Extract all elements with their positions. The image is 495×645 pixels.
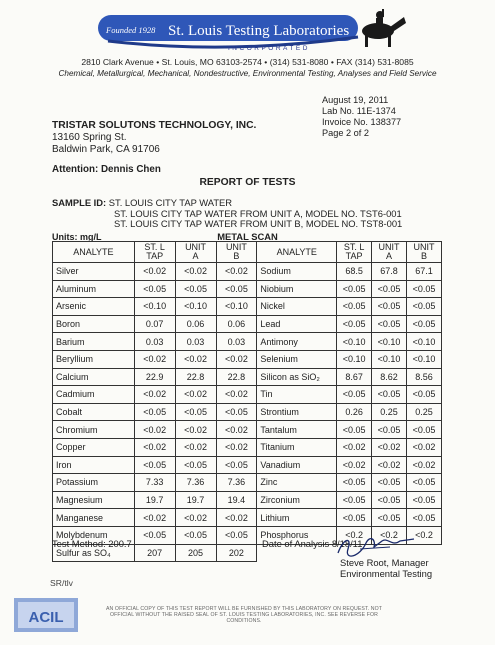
value-cell: 22.9 — [134, 368, 175, 386]
value-cell: 19.7 — [134, 491, 175, 509]
value-cell: <0.05 — [372, 491, 407, 509]
value-cell: <0.02 — [175, 350, 216, 368]
client-address — [52, 120, 256, 156]
value-cell: <0.02 — [134, 438, 175, 456]
value-cell: <0.05 — [406, 421, 441, 439]
value-cell: 0.03 — [175, 333, 216, 351]
units-label: Units: mg/L — [52, 232, 102, 242]
table-row — [53, 421, 442, 439]
analyte-cell: Arsenic — [53, 298, 135, 316]
table-row — [53, 456, 442, 474]
analyte-cell: Zirconium — [257, 491, 337, 509]
value-cell: <0.05 — [406, 386, 441, 404]
sample-line-1: ST. LOUIS CITY TAP WATER — [108, 197, 233, 208]
table-title: METAL SCAN — [217, 231, 278, 242]
analyte-cell: Tantalum — [257, 421, 337, 439]
value-cell: <0.05 — [337, 421, 372, 439]
sample-line-2: ST. LOUIS CITY TAP WATER FROM UNIT A, MODEL NO. TST6-001 — [114, 207, 402, 219]
header-unit-a: UNIT A — [372, 242, 407, 263]
value-cell: <0.02 — [134, 350, 175, 368]
analyte-cell: Sulfur as SO₄ — [53, 544, 135, 562]
value-cell: <0.10 — [406, 333, 441, 351]
table-row — [53, 386, 442, 404]
value-cell: <0.05 — [134, 526, 175, 544]
value-cell: 22.8 — [216, 368, 257, 386]
analyte-cell: Selenium — [257, 350, 337, 368]
value-cell: <0.02 — [134, 421, 175, 439]
value-cell: <0.05 — [337, 509, 372, 527]
table-row — [53, 403, 442, 421]
value-cell: 207 — [134, 544, 175, 562]
value-cell: <0.05 — [372, 386, 407, 404]
header-analyte: ANALYTE — [257, 242, 337, 263]
value-cell: <0.10 — [134, 298, 175, 316]
header-tap: ST. L TAP — [337, 242, 372, 263]
table-row — [53, 474, 442, 492]
value-cell: <0.02 — [216, 438, 257, 456]
table-body — [53, 263, 442, 562]
letterhead-logo — [88, 5, 408, 55]
analyte-cell: Silicon as SiO₂ — [257, 368, 337, 386]
client-street: 13160 Spring St. — [52, 132, 127, 143]
analysis-date: Date of Analysis 8/18/11 — [262, 538, 363, 549]
value-cell: <0.05 — [175, 526, 216, 544]
value-cell: <0.05 — [216, 403, 257, 421]
value-cell: <0.10 — [216, 298, 257, 316]
table-row — [53, 509, 442, 527]
table-row — [53, 280, 442, 298]
footnote: AN OFFICIAL COPY OF THIS TEST REPORT WILL BE FURNISHED BY THIS LABORATORY ON REQUEST. NOT OFFICIAL WITHOUT THE RAISED SEAL OF ST. LOUIS TESTING LABORATORIES, INC. SEE REVERSE FOR CONDITIONS. — [105, 606, 382, 624]
table-row — [53, 438, 442, 456]
value-cell: <0.05 — [337, 491, 372, 509]
header-unit-b: UNIT B — [216, 242, 257, 263]
analyte-cell: Magnesium — [53, 491, 135, 509]
value-cell: <0.2 — [372, 526, 407, 544]
value-cell: 67.8 — [372, 263, 407, 281]
analyte-cell: Boron — [53, 315, 135, 333]
value-cell: <0.05 — [372, 509, 407, 527]
table-row — [53, 315, 442, 333]
table-row — [53, 263, 442, 281]
letterhead-tagline: Chemical, Metallurgical, Mechanical, Nondestructive, Environmental Testing, Analyses and Field Service — [58, 69, 437, 78]
value-cell: <0.05 — [406, 298, 441, 316]
value-cell: <0.05 — [175, 280, 216, 298]
value-cell: <0.10 — [175, 298, 216, 316]
client-name: TRISTAR SOLUTONS TECHNOLOGY, INC. — [52, 120, 257, 131]
horse-rider-icon — [362, 9, 406, 47]
acil-logo — [12, 592, 80, 636]
letterhead-address: 2810 Clark Avenue • St. Louis, MO 63103-2574 • (314) 531-8080 • FAX (314) 531-8085 — [81, 57, 414, 67]
value-cell: <0.10 — [406, 350, 441, 368]
value-cell: 0.07 — [134, 315, 175, 333]
value-cell: 19.7 — [175, 491, 216, 509]
value-cell: <0.05 — [406, 280, 441, 298]
analyte-cell: Molybdenum — [53, 526, 135, 544]
analyte-cell: Sodium — [257, 263, 337, 281]
signer-block — [340, 557, 432, 579]
value-cell: <0.02 — [216, 509, 257, 527]
value-cell: <0.10 — [337, 333, 372, 351]
client-city: Baldwin Park, CA 91706 — [52, 144, 160, 155]
value-cell: <0.05 — [406, 509, 441, 527]
value-cell: <0.05 — [337, 298, 372, 316]
value-cell: 205 — [175, 544, 216, 562]
sample-id-block — [52, 198, 402, 230]
analyte-cell: Tin — [257, 386, 337, 404]
analyte-cell: Calcium — [53, 368, 135, 386]
value-cell: <0.05 — [372, 421, 407, 439]
value-cell: <0.05 — [406, 491, 441, 509]
value-cell: 7.36 — [175, 474, 216, 492]
page-number: Page 2 of 2 — [322, 128, 369, 138]
signer-department: Environmental Testing — [340, 568, 433, 579]
value-cell: 22.8 — [175, 368, 216, 386]
value-cell: <0.10 — [372, 350, 407, 368]
value-cell: <0.02 — [175, 263, 216, 281]
lab-number: Lab No. 11E-1374 — [322, 106, 396, 116]
attention-line: Attention: Dennis Chen — [52, 164, 161, 175]
analyte-cell: Lead — [257, 315, 337, 333]
value-cell: <0.05 — [372, 315, 407, 333]
table-row — [53, 333, 442, 351]
analyte-cell: Iron — [53, 456, 135, 474]
value-cell: <0.05 — [216, 456, 257, 474]
value-cell: <0.02 — [216, 263, 257, 281]
value-cell: 0.03 — [134, 333, 175, 351]
founded-text: Founded 1928 — [106, 25, 156, 35]
header-analyte: ANALYTE — [53, 242, 135, 263]
value-cell: <0.05 — [372, 298, 407, 316]
test-method: Test Method: 200.7 — [52, 538, 132, 549]
value-cell: <0.02 — [372, 438, 407, 456]
value-cell: 0.25 — [372, 403, 407, 421]
value-cell: <0.05 — [175, 403, 216, 421]
value-cell: <0.02 — [175, 509, 216, 527]
acil-logo-text: ACIL — [28, 609, 64, 626]
analyte-cell: Antimony — [257, 333, 337, 351]
value-cell: 0.26 — [337, 403, 372, 421]
analyte-cell: Copper — [53, 438, 135, 456]
value-cell: <0.05 — [134, 403, 175, 421]
analyte-cell: Beryllium — [53, 350, 135, 368]
value-cell: <0.2 — [337, 526, 372, 544]
value-cell: 19.4 — [216, 491, 257, 509]
analyte-cell: Phosphorus — [257, 526, 337, 544]
value-cell: 0.06 — [216, 315, 257, 333]
value-cell: 7.33 — [134, 474, 175, 492]
value-cell: <0.02 — [216, 421, 257, 439]
value-cell: <0.02 — [337, 456, 372, 474]
analyte-cell: Vanadium — [257, 456, 337, 474]
value-cell: <0.05 — [372, 474, 407, 492]
analyte-cell: Potassium — [53, 474, 135, 492]
value-cell: <0.05 — [216, 280, 257, 298]
incorporated-text: INCORPORATED — [228, 45, 310, 52]
value-cell: <0.02 — [175, 438, 216, 456]
analyte-cell: Strontium — [257, 403, 337, 421]
invoice-number: Invoice No. 138377 — [322, 117, 402, 127]
analyte-cell: Aluminum — [53, 280, 135, 298]
value-cell: <0.02 — [134, 509, 175, 527]
value-cell: <0.02 — [372, 456, 407, 474]
value-cell: 8.56 — [406, 368, 441, 386]
value-cell: <0.2 — [406, 526, 441, 544]
value-cell: <0.02 — [216, 386, 257, 404]
value-cell: <0.05 — [337, 386, 372, 404]
value-cell: 0.06 — [175, 315, 216, 333]
sample-line-3: ST. LOUIS CITY TAP WATER FROM UNIT B, MODEL NO. TST8-001 — [114, 218, 403, 229]
value-cell: <0.05 — [175, 456, 216, 474]
value-cell: <0.02 — [406, 456, 441, 474]
report-meta — [322, 95, 401, 139]
header-tap: ST. L TAP — [134, 242, 175, 263]
analyte-cell: Titanium — [257, 438, 337, 456]
value-cell: <0.02 — [175, 386, 216, 404]
table-row — [53, 350, 442, 368]
analyte-cell: Cadmium — [53, 386, 135, 404]
analyte-cell: Niobium — [257, 280, 337, 298]
sample-id-label: SAMPLE ID: — [52, 197, 107, 208]
value-cell: <0.02 — [134, 386, 175, 404]
value-cell: <0.05 — [372, 280, 407, 298]
value-cell: <0.05 — [134, 456, 175, 474]
header-unit-a: UNIT A — [175, 242, 216, 263]
table-header-row — [53, 242, 442, 263]
table-row — [53, 298, 442, 316]
value-cell: 0.25 — [406, 403, 441, 421]
value-cell: <0.10 — [372, 333, 407, 351]
value-cell: 7.36 — [216, 474, 257, 492]
analyte-cell: Manganese — [53, 509, 135, 527]
value-cell: <0.05 — [406, 315, 441, 333]
value-cell: <0.05 — [406, 474, 441, 492]
value-cell: <0.05 — [134, 280, 175, 298]
analyte-cell: Nickel — [257, 298, 337, 316]
value-cell: <0.10 — [337, 350, 372, 368]
value-cell: <0.02 — [337, 438, 372, 456]
value-cell: <0.02 — [406, 438, 441, 456]
report-date: August 19, 2011 — [322, 95, 389, 105]
value-cell: 68.5 — [337, 263, 372, 281]
analyte-cell: Zinc — [257, 474, 337, 492]
metal-scan-table — [52, 241, 442, 562]
value-cell: <0.02 — [134, 263, 175, 281]
report-title: REPORT OF TESTS — [199, 177, 296, 188]
analyte-cell: Chromium — [53, 421, 135, 439]
value-cell: 202 — [216, 544, 257, 562]
table-row — [53, 368, 442, 386]
signer-name: Steve Root, Manager — [340, 557, 429, 568]
analyte-cell: Barium — [53, 333, 135, 351]
value-cell: <0.05 — [216, 526, 257, 544]
header-unit-b: UNIT B — [406, 242, 441, 263]
table-row — [53, 491, 442, 509]
analyte-cell: Silver — [53, 263, 135, 281]
value-cell: <0.05 — [337, 315, 372, 333]
analyte-cell: Cobalt — [53, 403, 135, 421]
value-cell: 8.67 — [337, 368, 372, 386]
value-cell: 0.03 — [216, 333, 257, 351]
value-cell: 8.62 — [372, 368, 407, 386]
typist-initials: SR/tlv — [50, 578, 73, 588]
lab-name-text: St. Louis Testing Laboratories — [168, 23, 350, 39]
analyte-cell: Lithium — [257, 509, 337, 527]
value-cell: 67.1 — [406, 263, 441, 281]
value-cell: <0.05 — [337, 474, 372, 492]
value-cell: <0.02 — [216, 350, 257, 368]
value-cell: <0.05 — [337, 280, 372, 298]
value-cell: <0.02 — [175, 421, 216, 439]
